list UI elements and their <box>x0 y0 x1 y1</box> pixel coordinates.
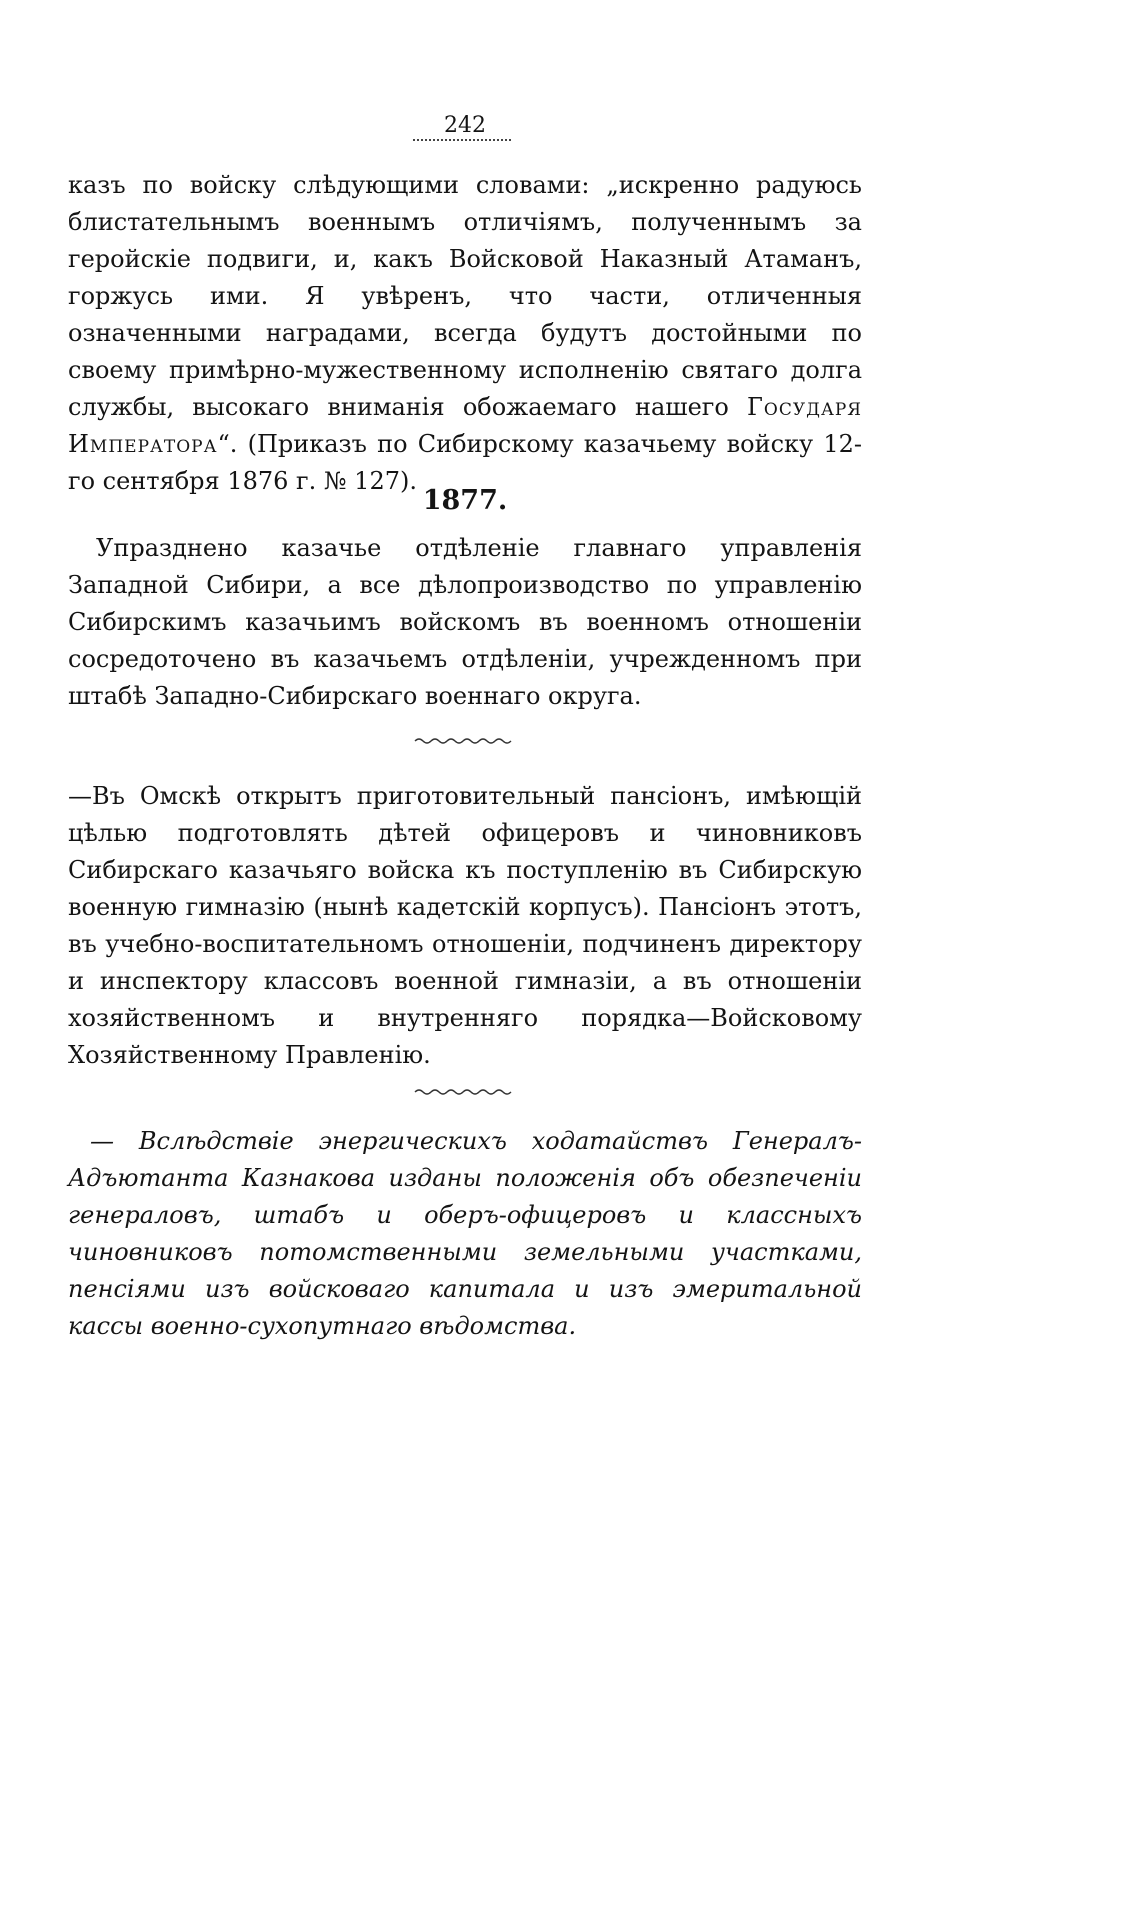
paragraph-kaznakov-provisions: — Вслѣдствіе энергическихъ ходатайствъ Генералъ-Адъютанта Казнакова изданы положенія объ обезпеченіи генераловъ, штабъ и оберъ-офицеровъ и классныхъ чиновниковъ потомственными земельными участками, пенсіями изъ войсковаго капитала и изъ эмеритальной кассы военно-сухопутнаго вѣдомства. <box>68 1127 862 1340</box>
year-heading: 1877. <box>422 485 508 516</box>
page-number: 242 <box>444 113 486 138</box>
paragraph-omsk-boarding-school: —Въ Омскѣ открытъ приготовительный пансіонъ, имѣющій цѣлью подготовлять дѣтей офицеровъ и чиновниковъ Сибирскаго казачьяго войска къ поступленію въ Сибирскую военную гимназію (нынѣ кадетскій корпусъ). Пансіонъ этотъ, въ учебно-воспитательномъ отношеніи, подчиненъ директору и инспектору классовъ военной гимназіи, а въ отношеніи хозяйственномъ и внутренняго порядка—Войсковому Хозяйственному Правленію. <box>68 782 862 1069</box>
paragraph-order-quote <box>68 167 862 500</box>
paragraph-order-quote-caps: Государя Императора <box>68 393 862 458</box>
wavy-divider-ornament <box>413 1085 513 1097</box>
page-number-dotted-rule <box>413 139 511 141</box>
wavy-divider-ornament <box>413 734 513 746</box>
paragraph-order-quote-text: казъ по войску слѣдующими словами: „искренно радуюсь блистательнымъ военнымъ отличіямъ, полученнымъ за геройскіе подвиги, и, какъ Войсковой Наказный Атаманъ, горжусь ими. Я увѣренъ, что части, отличенныя означенными наградами, всегда будутъ достойными по своему примѣрно-мужественному исполненію святаго долга службы, высокаго вниманія обожаемаго нашего <box>68 171 862 421</box>
paragraph-order-quote-ending: “. (Приказъ по Сибирскому казачьему войску 12-го сентября 1876 г. № 127). <box>68 430 862 495</box>
paragraph-cossack-department: Упразднено казачье отдѣленіе главнаго управленія Западной Сибири, а все дѣлопроизводство по управленію Сибирскимъ казачьимъ войскомъ въ военномъ отношеніи сосредоточено въ казачьемъ отдѣленіи, учрежденномъ при штабѣ Западно-Сибирскаго военнаго округа. <box>68 534 862 710</box>
